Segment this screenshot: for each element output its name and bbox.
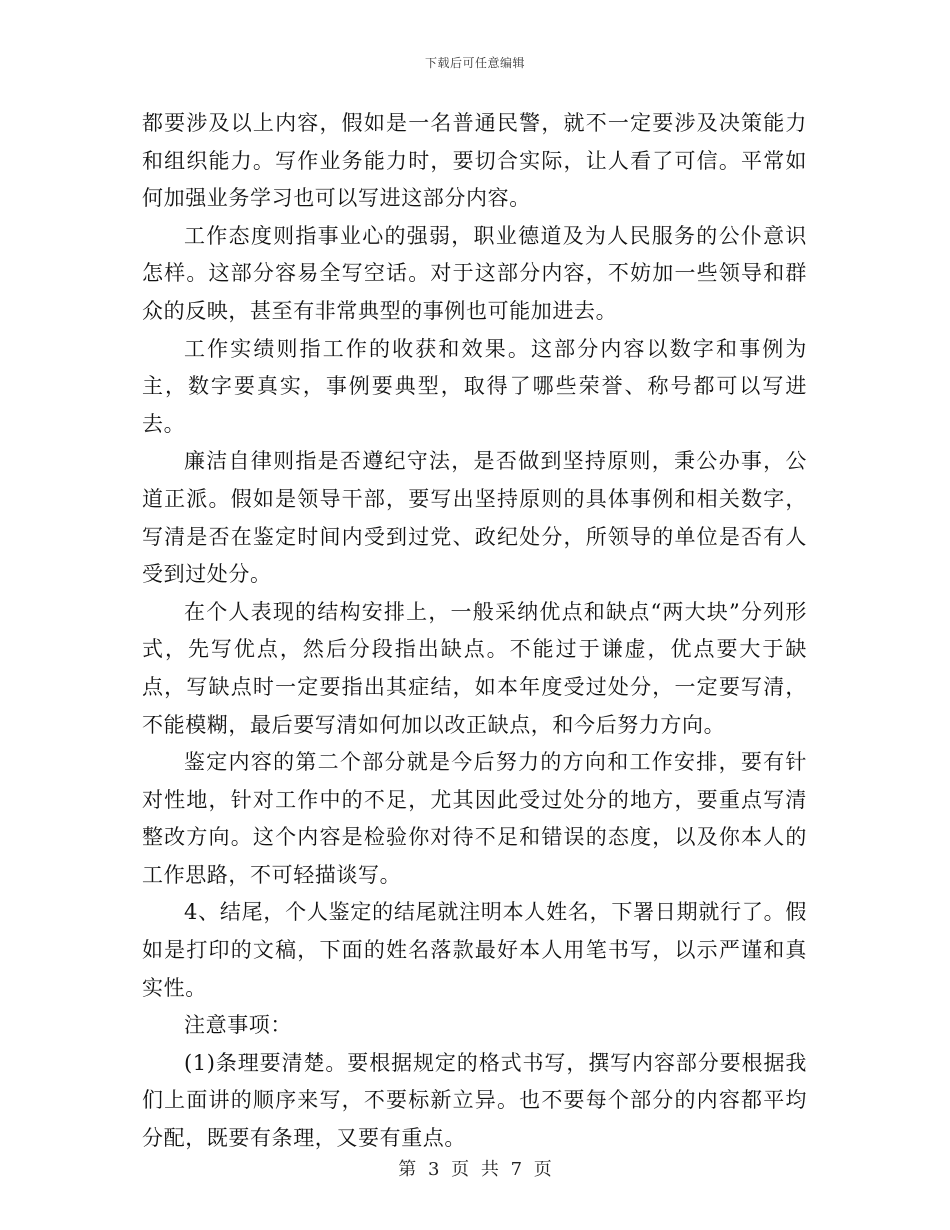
document-body <box>142 105 807 1158</box>
paragraph-note-1: (1)条理要清楚。要根据规定的格式书写，撰写内容部分要根据我们上面讲的顺序来写，不要标新立异。也不要每个部分的内容都平均分配，既要有条理，又要有重点。 <box>142 1050 807 1151</box>
paragraph-work-achievements: 工作实绩则指工作的收获和效果。这部分内容以数字和事例为主，数字要真实，事例要典型，取得了哪些荣誉、称号都可以写进去。 <box>142 336 807 436</box>
page-footer: 第 3 页 共 7 页 <box>398 1159 552 1180</box>
paragraph-integrity: 廉洁自律则指是否遵纪守法，是否做到坚持原则，秉公办事，公道正派。假如是领导干部，要写出坚持原则的具体事例和相关数字，写清是否在鉴定时间内受到过党、政纪处分，所领导的单位是否有人受到过处分。 <box>142 449 807 587</box>
paragraph-ending: 4、结尾，个人鉴定的结尾就注明本人姓名，下署日期就行了。假如是打印的文稿，下面的姓名落款最好本人用笔书写，以示严谨和真实性。 <box>142 900 807 1000</box>
paragraph-continuation: 都要涉及以上内容，假如是一名普通民警，就不一定要涉及决策能力和组织能力。写作业务能力时，要切合实际，让人看了可信。平常如何加强业务学习也可以写进这部分内容。 <box>142 111 807 211</box>
page-header: 下载后可任意编辑 <box>424 56 525 70</box>
paragraph-notes-heading: 注意事项： <box>184 1013 292 1038</box>
paragraph-structure: 在个人表现的结构安排上，一般采纳优点和缺点“两大块”分列形式，先写优点，然后分段指出缺点。不能过于谦虚，优点要大于缺点，写缺点时一定要指出其症结，如本年度受过处分，一定要写清，不能模糊，最后要写清如何加以改正缺点，和今后努力方向。 <box>142 599 807 737</box>
paragraph-work-attitude: 工作态度则指事业心的强弱，职业德道及为人民服务的公仆意识怎样。这部分容易全写空话。对于这部分内容，不妨加一些领导和群众的反映，甚至有非常典型的事例也可能加进去。 <box>142 223 807 323</box>
paragraph-future-direction: 鉴定内容的第二个部分就是今后努力的方向和工作安排，要有针对性地，针对工作中的不足，尤其因此受过处分的地方，要重点写清整改方向。这个内容是检验你对待不足和错误的态度，以及你本人的工作思路，不可轻描谈写。 <box>142 750 807 887</box>
